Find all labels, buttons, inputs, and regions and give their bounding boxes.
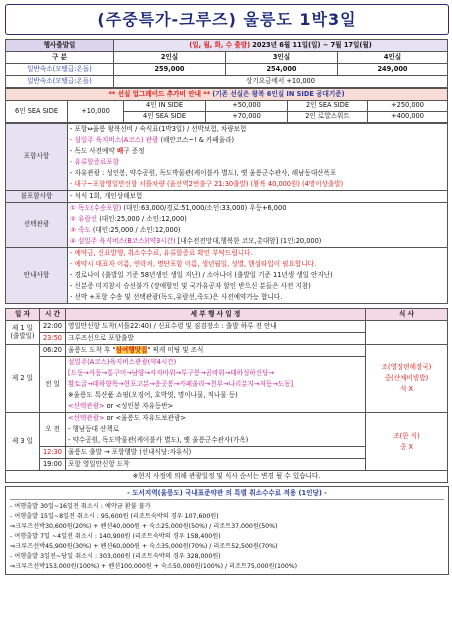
day3-line-4: 울릉도 출발 → 포항행발 (선내식당:자유식) xyxy=(66,447,366,459)
day2-meal-breakfast: 조(영장편해장국) xyxy=(381,363,432,371)
row2-note: 상기요금에서 +10,000 xyxy=(114,76,448,88)
day2-line-1c: " 픽캐 미팅 및 조식 xyxy=(147,345,204,354)
option-3-price: (대인:25,000 / 소인:12,000) xyxy=(90,226,181,234)
page-title: (주중특가-크루즈) 울릉도 1박3일 xyxy=(5,4,449,35)
upgrade-4in-seaside-price: +70,000 xyxy=(206,112,288,123)
row1-label: 일반숙소(모텔급:온돌) xyxy=(6,64,114,76)
itinerary-table xyxy=(5,308,448,483)
upgrade-6in-label: 6인 SEA SIDE xyxy=(6,101,68,123)
day3-detail xyxy=(66,413,366,447)
departure-days: (일, 월, 화, 수 출발) xyxy=(189,40,251,49)
day2-option-a: <선택관광> xyxy=(68,402,105,410)
day2-meal-dinner: 석 X xyxy=(400,385,413,393)
include-item: - 유류할증료포함 xyxy=(70,158,120,166)
upgrade-4in-seaside-label: 4인 SEA SIDE xyxy=(124,112,206,123)
option-item xyxy=(70,203,445,214)
day3-line-5: 포항 영일만신항 도착 xyxy=(66,459,366,471)
upgrade-2in-seaside-price: +250,000 xyxy=(368,101,448,112)
price-table xyxy=(5,39,448,88)
upgrade-header-b: (기존 선실은 왕복 6인실 IN SIDE 공대기준) xyxy=(212,89,345,98)
day2-line-1 xyxy=(66,345,366,357)
include-tour-a: - 섬일주 육지버스(A코스) 관광 xyxy=(70,136,159,144)
day3-time-1: 오 전 xyxy=(40,413,66,447)
day2-line-5: ※울릉도 특산품 쇼핑(오징어, 호박엿, 명이나물, 적나물 등) xyxy=(68,391,238,399)
option-2-name: ② 유람선 xyxy=(70,215,98,223)
upgrade-header-a: ** 선실 업그레이드 추가비 안내 ** xyxy=(108,89,211,98)
include-dokdo-badge: 배 xyxy=(116,147,124,155)
option-2-price: (대인:25,000 / 소인:12,000) xyxy=(97,215,187,223)
col-2: 2인실 xyxy=(114,52,226,64)
cancel-line: - 여행출발 15일~8일전 취소시 : 95,600원 (리조트숙박의 경우 107,600원) xyxy=(10,513,219,520)
col-4: 4인실 xyxy=(338,52,448,64)
day1-line-2: 크루즈선으로 포항출발 xyxy=(66,333,366,345)
upgrade-4in-inside-label: 4인 IN SIDE xyxy=(124,101,206,112)
day2-highlight: 섬여행맛집 xyxy=(115,345,148,354)
option-1-price: (대인:63,000/경로:51,000/소인:33,000) 우등+6,000 xyxy=(121,204,287,212)
guide-item: - 선박 +포항 수송 및 선택관광(독도,유람선,죽도)은 사전예약가능 합니다. xyxy=(70,293,283,301)
include-item: - 포항⇔울릉 왕복선비 / 숙식표(1박3일) / 선박보험, 차량보험 xyxy=(70,125,247,133)
day3-meal-breakfast: 조(한 식) xyxy=(393,431,420,440)
departure-period xyxy=(114,40,448,52)
day3-meal-lunch: 중 X xyxy=(400,442,413,451)
cancel-line: ⇒크루즈선박45,900원(30%) + 펜션60,000원 + 숙소35,000원(70%) / 리조트52,500원(70%) xyxy=(10,543,278,550)
info-table xyxy=(5,123,448,304)
include-item xyxy=(70,146,445,157)
tour-flyer xyxy=(2,4,450,640)
cancel-title: - 도서지역(울릉도) 국내표준약관 의 특별 취소수수료 적용 (1인당) - xyxy=(10,488,444,500)
itinerary-head-time: 시 간 xyxy=(40,309,66,321)
include-item: - 대구~포항영일만신항 서틀차량 (울산역2번출구 21:30출발) (왕복 40,000원) (4명이상출발) xyxy=(70,180,344,188)
day2-line-4: 황토굴→태하향목→현포고분→송곳봉→카페울라→천부→나리분지→저동→도동] xyxy=(68,380,294,388)
guide-item: - 경로나이 (출발일 기준 58년생인 생일 지난) / 소아나이 (출발일 기준 11년생 생일 안지난) xyxy=(70,271,333,279)
day2-meals xyxy=(366,345,448,413)
day2-time-2: 전 일 xyxy=(40,357,66,413)
option-list xyxy=(68,203,448,248)
cancel-line: - 여행출발 3일전~당일 취소시 : 303,000원 (리조트숙박의 경우 328,000원) xyxy=(10,553,221,560)
day3-option-a: <선택관광> xyxy=(68,414,105,422)
upgrade-royal-label: 2인 로얄스위트 xyxy=(288,112,368,123)
row1-price-3: 254,000 xyxy=(226,64,338,76)
cancel-notice xyxy=(5,486,449,575)
col-label: 구 분 xyxy=(6,52,114,64)
guide-item: - 신분증 미지참시 승선불가 (장애할인 및 국가유공자 할인 받으신 분들은 사전 지참) xyxy=(70,282,311,290)
option-item xyxy=(70,214,445,225)
option-item xyxy=(70,225,445,236)
include-item xyxy=(70,135,445,146)
guide-item: - 예약금, 신표발행, 취소수수료, 유류할증료 확인 부탁드립니다. xyxy=(70,249,253,257)
col-3: 3인실 xyxy=(226,52,338,64)
upgrade-6in-price: +10,000 xyxy=(68,101,124,123)
day2-line-3: [도동→사동→통구미→남양→사자바위→투구봉→곰바위→태하성하신당→ xyxy=(68,369,275,377)
guide-list xyxy=(68,248,448,304)
upgrade-royal-price: +400,000 xyxy=(368,112,448,123)
day3-time-2: 12:30 xyxy=(40,447,66,459)
upgrade-4in-inside-price: +50,000 xyxy=(206,101,288,112)
exclude-item: - 석식 1회, 개인상해보험 xyxy=(68,191,448,203)
include-list xyxy=(68,124,448,191)
row1-price-4: 249,000 xyxy=(338,64,448,76)
include-item: - 자유관광 : 성인봉, 약수공원, 독도박물관(케이블카 별도), 옛 울릉군수관사, 해남동대산폭포 xyxy=(70,169,337,177)
include-label: 포함사항 xyxy=(6,124,68,191)
day1-cell xyxy=(6,321,40,345)
departure-label: 행사출발일 xyxy=(6,40,114,52)
day3-label: 제 3 일 xyxy=(6,413,40,471)
option-4-price: [내수전전망대,행복한 코모,촛대암] (1인:20,000) xyxy=(175,237,322,245)
row2-label: 일반숙소(모텔급:온돌) xyxy=(6,76,114,88)
include-tour-b: (해안코스~! & 카페울라) xyxy=(158,136,235,144)
option-4-name: ④ 섬일주 육지버스(B코스)(약3시간) xyxy=(70,237,176,245)
cancel-line: ⇒크루즈선박30,600원(20%) + 펜션40,000원 + 숙소25,000원(50%) / 리조트37,000원(50%) xyxy=(10,523,278,530)
day2-line-2: 섬일주(A코스)육지버스관광(약4시간) xyxy=(68,358,177,366)
include-dokdo-a: - 독도 사전예약 xyxy=(70,147,117,155)
day2-detail xyxy=(66,357,366,413)
day3-meals xyxy=(366,413,448,471)
option-3-name: ③ 죽도 xyxy=(70,226,91,234)
day2-meal-lunch: 중(산채비빔밥) xyxy=(384,374,429,382)
day1-sub: (출발일) xyxy=(10,331,35,340)
day1-label: 제 1 일 xyxy=(11,323,34,332)
exclude-label: 불포함사항 xyxy=(6,191,68,203)
upgrade-header xyxy=(6,89,448,101)
guide-item: - 예약시 대표자 이름, 연락처, 명단포함 이름, 생년월일, 성별, 핸섬타입이 필요합니다. xyxy=(70,260,317,268)
upgrade-table xyxy=(5,88,448,123)
day3-option-b: or <울릉도 자유도보관광> xyxy=(104,414,186,422)
day2-time-1: 06:20 xyxy=(40,345,66,357)
option-label: 선택관광 xyxy=(6,203,68,248)
day2-option-b: or <성인봉 자유등반> xyxy=(104,402,174,410)
option-item xyxy=(70,236,445,247)
cancel-line: ⇒크루즈선박153,000원(100%) + 펜션100,000원 + 숙소50,000원(100%) / 리조트75,000원(100%) xyxy=(10,563,298,570)
day3-line-2: - 행남등대 산책로 xyxy=(68,425,120,433)
cancel-line: - 여행출발 7일 ~4일전 취소시 : 140,900원 (리조트숙박의 경우 158,400원) xyxy=(10,533,221,540)
day3-line-1 xyxy=(68,413,363,424)
itinerary-head-day: 일 자 xyxy=(6,309,40,321)
cancel-line: - 여행출발 30일~16일전 취소시 : 예약금 환불 불가 xyxy=(10,503,151,510)
day1-time-2: 23:50 xyxy=(40,333,66,345)
row1-price-2: 259,000 xyxy=(114,64,226,76)
day3-time-3: 19:00 xyxy=(40,459,66,471)
include-dokdo-c: 구 증정 xyxy=(123,147,145,155)
departure-dates: 2023년 6월 11일(일) ~ 7월 17일(월) xyxy=(252,40,372,49)
day2-line-1a: 울릉도 도착 후 " xyxy=(68,345,116,354)
day2-line-6 xyxy=(68,401,363,412)
day1-time-1: 22:00 xyxy=(40,321,66,333)
itinerary-footnote: ※현지 사정에 의해 관광일정 및 식사 순서는 변경 될 수 있습니다. xyxy=(6,471,448,483)
itinerary-head-detail: 세 부 행 사 일 정 xyxy=(66,309,366,321)
option-1-name: ① 독도(수송포함) xyxy=(70,204,122,212)
day3-line-3: - 약수공원, 독도박물관(케이블카 별도), 옛 울릉군수관사(가옥) xyxy=(68,436,249,444)
upgrade-2in-seaside-label: 2인 SEA SIDE xyxy=(288,101,368,112)
guide-label: 안내사항 xyxy=(6,248,68,304)
day2-label: 제 2 일 xyxy=(6,345,40,413)
itinerary-head-meal: 식 사 xyxy=(366,309,448,321)
day1-line-1: 영일만신항 도착(서틀22:40) / 신표수령 및 짐검장소 : 출발 하루 전 안내 xyxy=(66,321,366,333)
day1-meal xyxy=(366,321,448,345)
